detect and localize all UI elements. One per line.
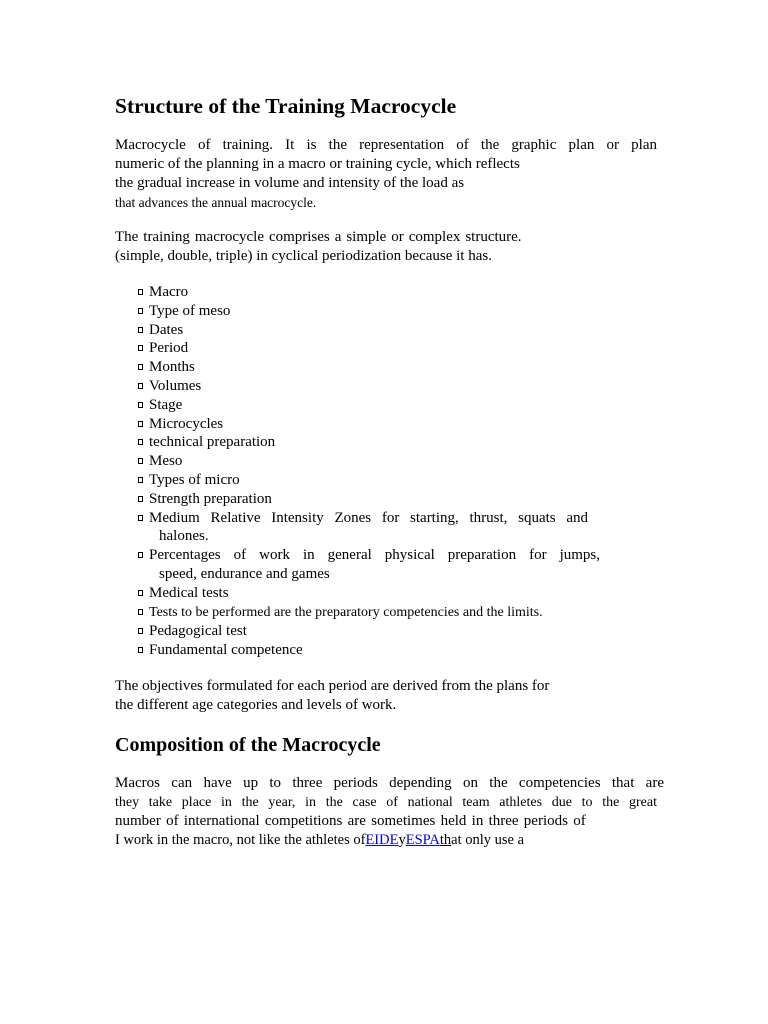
square-bullet-icon	[138, 647, 143, 653]
paragraph-line: the gradual increase in volume and intensity of the load as	[115, 175, 465, 191]
line-text: at only use a	[451, 831, 525, 848]
espa-link[interactable]: ESPA	[405, 831, 440, 848]
paragraph-line: The objectives formulated for each period are derived from the plans for	[115, 677, 550, 694]
list-item: Stage	[138, 396, 657, 415]
square-bullet-icon	[138, 515, 143, 521]
square-bullet-icon	[138, 458, 143, 464]
line-text: y	[398, 831, 406, 848]
line-text: I work in the macro, not like the athletes of	[115, 831, 366, 848]
paragraph-line: Macros can have up to three periods depending on the competencies that are	[115, 774, 664, 791]
paragraph-structure	[115, 228, 657, 266]
square-bullet-icon	[138, 289, 143, 295]
paragraph-line: (simple, double, triple) in cyclical periodization because it has.	[115, 248, 492, 264]
list-item: Pedagogical test	[138, 622, 657, 641]
paragraph-line: Macrocycle of training. It is the representation of the graphic plan or plan	[115, 137, 657, 153]
list-item: Medium Relative Intensity Zones for starting, thrust, squats and halones.	[138, 509, 657, 547]
paragraph-line: number of international competitions are sometimes held in three periods of	[115, 812, 586, 829]
square-bullet-icon	[138, 402, 143, 408]
square-bullet-icon	[138, 383, 143, 389]
list-item: Macro	[138, 283, 657, 302]
square-bullet-icon	[138, 308, 143, 314]
list-item: Fundamental competence	[138, 641, 657, 660]
list-item: Microcycles	[138, 415, 657, 434]
page-title: Structure of the Training Macrocycle	[115, 94, 457, 118]
square-bullet-icon	[138, 609, 143, 615]
list-item: Strength preparation	[138, 490, 657, 509]
square-bullet-icon	[138, 327, 143, 333]
list-item: Medical tests	[138, 584, 657, 603]
paragraph-line: The training macrocycle comprises a simple or complex structure.	[115, 229, 522, 245]
list-item: Type of meso	[138, 302, 657, 321]
list-item: Percentages of work in general physical preparation for jumps, speed, endurance and games	[138, 546, 657, 584]
document-page	[115, 92, 664, 850]
list-item: Meso	[138, 452, 657, 471]
paragraph-composition	[115, 774, 664, 850]
square-bullet-icon	[138, 552, 143, 558]
square-bullet-icon	[138, 364, 143, 370]
section-heading: Composition of the Macrocycle	[115, 733, 381, 756]
eide-link[interactable]: EIDE	[365, 831, 399, 848]
paragraph-objectives	[115, 677, 657, 715]
list-item: Tests to be performed are the preparatory competencies and the limits.	[138, 603, 657, 623]
paragraph-line: that advances the annual macrocycle.	[115, 195, 317, 210]
paragraph-line: numeric of the planning in a macro or training cycle, which reflects	[115, 156, 520, 172]
paragraph-macrocycle-definition	[115, 136, 657, 212]
paragraph-line	[115, 831, 664, 850]
square-bullet-icon	[138, 345, 143, 351]
square-bullet-icon	[138, 439, 143, 445]
list-item: Types of micro	[138, 471, 657, 490]
espa-link-tail[interactable]: th	[439, 831, 452, 848]
list-item: technical preparation	[138, 433, 657, 452]
list-item: Dates	[138, 321, 657, 340]
square-bullet-icon	[138, 628, 143, 634]
square-bullet-icon	[138, 496, 143, 502]
paragraph-line: the different age categories and levels of work.	[115, 696, 397, 713]
paragraph-line: they take place in the year, in the case of national team athletes due to the great	[115, 794, 657, 810]
square-bullet-icon	[138, 477, 143, 483]
list-item: Period	[138, 339, 657, 358]
structure-elements-list	[115, 283, 657, 660]
list-item: Volumes	[138, 377, 657, 396]
list-item: Months	[138, 358, 657, 377]
square-bullet-icon	[138, 421, 143, 427]
square-bullet-icon	[138, 590, 143, 596]
